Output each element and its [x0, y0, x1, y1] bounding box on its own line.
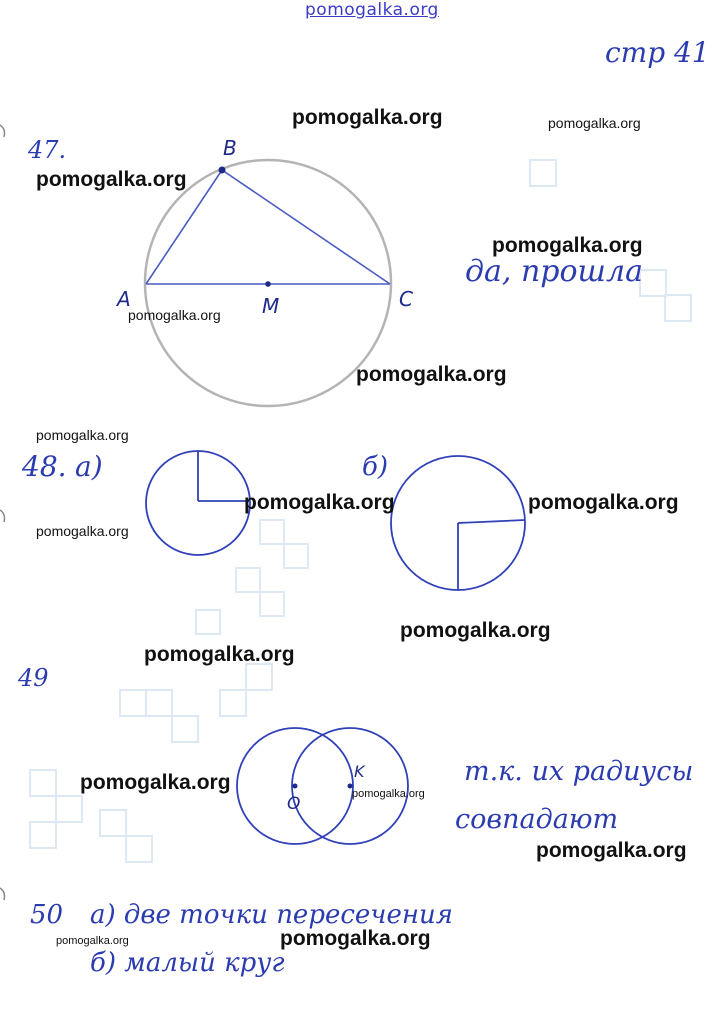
watermark-13[interactable]: pomogalka.org [80, 771, 231, 794]
radius-48b-horizontal [458, 520, 525, 523]
task-48-number: 48. [22, 450, 67, 483]
side-bc [222, 170, 390, 284]
watermark-10[interactable]: pomogalka.org [36, 523, 129, 539]
watermark-3[interactable]: pomogalka.org [36, 168, 187, 191]
task-50-line1: а) две точки пересечения [90, 900, 453, 930]
task-48-part-b: б) [362, 452, 389, 482]
watermark-1[interactable]: pomogalka.org [292, 106, 443, 129]
watermark-12[interactable]: pomogalka.org [144, 643, 295, 666]
label-point-c: C [399, 287, 413, 311]
watermark-9[interactable]: pomogalka.org [528, 491, 679, 514]
watermark-17[interactable]: pomogalka.org [56, 935, 129, 947]
task-47-number: 47. [28, 136, 67, 164]
task-49-number: 49 [18, 664, 49, 692]
watermark-15[interactable]: pomogalka.org [536, 839, 687, 862]
label-point-o: O [287, 794, 301, 814]
watermark-14[interactable]: pomogalka.org [352, 788, 425, 800]
watermark-4[interactable]: pomogalka.org [492, 234, 643, 257]
watermark-7[interactable]: pomogalka.org [36, 427, 129, 443]
label-point-m: M [262, 294, 280, 318]
watermark-top[interactable]: pomogalka.org [305, 0, 439, 20]
watermark-11[interactable]: pomogalka.org [400, 619, 551, 642]
watermark-6[interactable]: pomogalka.org [356, 363, 507, 386]
label-point-b: B [223, 136, 237, 160]
label-point-k: K [354, 762, 365, 781]
task-49-answer-line1: т.к. их радиусы [464, 756, 694, 787]
task-47-answer: да, прошла [465, 254, 643, 289]
task-49-answer-line2: совпадают [455, 804, 619, 835]
watermark-16[interactable]: pomogalka.org [280, 927, 431, 950]
watermark-8[interactable]: pomogalka.org [244, 491, 395, 514]
watermark-2[interactable]: pomogalka.org [548, 115, 641, 131]
watermark-5[interactable]: pomogalka.org [128, 307, 221, 323]
task-48-part-a: а) [75, 450, 103, 483]
task-50-line2: б) малый круг [90, 948, 285, 978]
label-point-a: A [117, 287, 131, 311]
point-o-dot [293, 784, 298, 789]
task-50-number: 50 [30, 900, 64, 930]
page-number: стр 41 [605, 36, 710, 69]
point-m-dot [265, 281, 271, 287]
point-b-dot [219, 167, 226, 174]
